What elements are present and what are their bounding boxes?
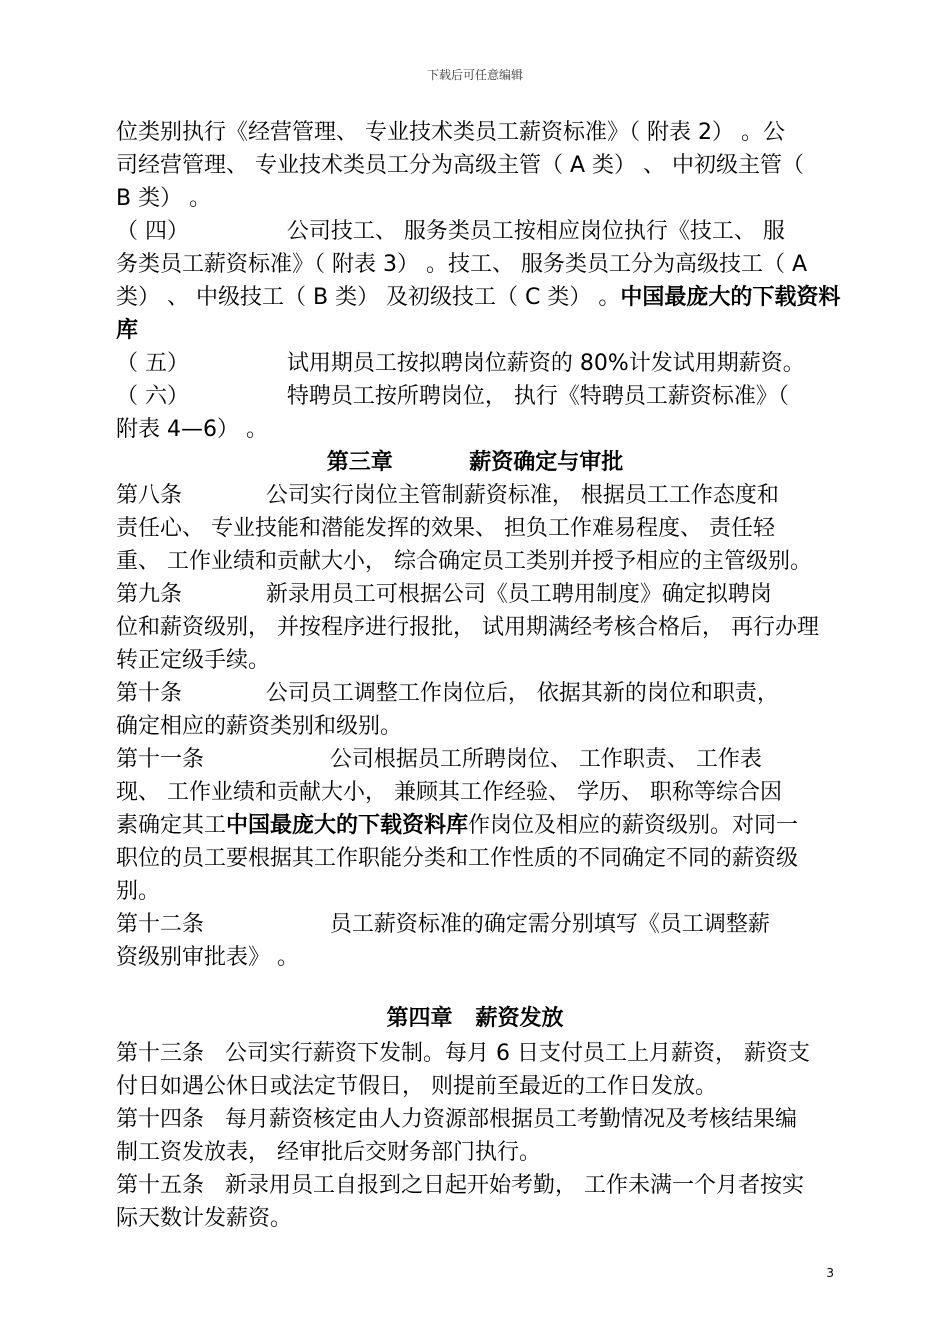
text-line: 责任心、 专业技能和潜能发挥的效果、 担负工作难易程度、 责任轻	[116, 516, 775, 541]
text-line: 际天数计发薪资。	[116, 1206, 293, 1231]
text-line	[116, 281, 840, 314]
chapter-heading: 第三章 薪资确定与审批	[326, 450, 624, 475]
text-line: 制工资发放表， 经审批后交财务部门执行。	[116, 1140, 541, 1165]
text-segment: 素确定其工	[116, 813, 227, 838]
text-line: 第十四条 每月薪资核定由人力资源部根据员工考勤情况及考核结果编	[116, 1107, 797, 1132]
text-line: 第八条 公司实行岗位主管制薪资标准， 根据员工工作态度和	[116, 483, 779, 508]
text-line: 附表 4—6） 。	[116, 417, 268, 442]
text-line: 第十一条 公司根据员工所聘岗位、 工作职责、 工作表	[116, 747, 762, 772]
text-line: 重、 工作业绩和贡献大小， 综合确定员工类别并授予相应的主管级别。	[116, 549, 812, 574]
text-line: （ 四） 公司技工、 服务类员工按相应岗位执行《技工、 服	[116, 219, 785, 244]
text-line: 第十条 公司员工调整工作岗位后， 依据其新的岗位和职责，	[116, 681, 779, 706]
text-line: 第十三条 公司实行薪资下发制。每月 6 日支付员工上月薪资， 薪资支	[116, 1041, 810, 1066]
text-line: 务类员工薪资标准》（ 附表 3） 。技工、 服务类员工分为高级技工（ A	[116, 252, 808, 277]
text-line: （ 六） 特聘员工按所聘岗位， 执行《特聘员工薪资标准》（	[116, 384, 789, 409]
text-line: （ 五） 试用期员工按拟聘岗位薪资的 80%计发试用期薪资。	[116, 351, 805, 376]
text-line: 位和薪资级别， 并按程序进行报批， 试用期满经考核合格后， 再行办理	[116, 615, 819, 640]
watermark-text: 库	[116, 318, 139, 343]
watermark-text: 中国最庞大的下载资料	[620, 285, 841, 310]
text-segment: 作岗位及相应的薪资级别。对同一	[468, 813, 799, 838]
chapter-heading: 第四章 薪资发放	[386, 1006, 564, 1031]
text-line	[116, 809, 798, 842]
text-line: 现、 工作业绩和贡献大小， 兼顾其工作经验、 学历、 职称等综合因	[116, 780, 782, 805]
text-line: 别。	[116, 879, 161, 904]
text-line: 第九条 新录用员工可根据公司《员工聘用制度》确定拟聘岗	[116, 582, 772, 607]
text-line: B 类） 。	[116, 186, 212, 211]
text-line: 职位的员工要根据其工作职能分类和工作性质的不同确定不同的薪资级	[116, 846, 799, 871]
header-note: 下载后可任意编辑	[426, 68, 523, 82]
text-line: 司经营管理、 专业技术类员工分为高级主管（ A 类） 、 中初级主管（	[116, 153, 805, 178]
watermark-text: 中国最庞大的下载资料库	[226, 813, 469, 838]
text-line: 第十五条 新录用员工自报到之日起开始考勤， 工作未满一个月者按实	[116, 1173, 804, 1198]
text-line: 确定相应的薪资类别和级别。	[116, 714, 403, 739]
text-line: 位类别执行《经营管理、 专业技术类员工薪资标准》（ 附表 2） 。公	[116, 120, 785, 145]
text-line: 资级别审批表》 。	[116, 945, 299, 970]
text-line: 付日如遇公休日或法定节假日， 则提前至最近的工作日发放。	[116, 1074, 717, 1099]
text-line: 转正定级手续。	[116, 648, 271, 673]
page-number: 3	[826, 1266, 834, 1280]
text-line: 第十二条 员工薪资标准的确定需分别填写《员工调整薪	[116, 912, 770, 937]
text-segment: 类） 、 中级技工（ B 类） 及初级技工（ C 类） 。	[116, 285, 621, 310]
